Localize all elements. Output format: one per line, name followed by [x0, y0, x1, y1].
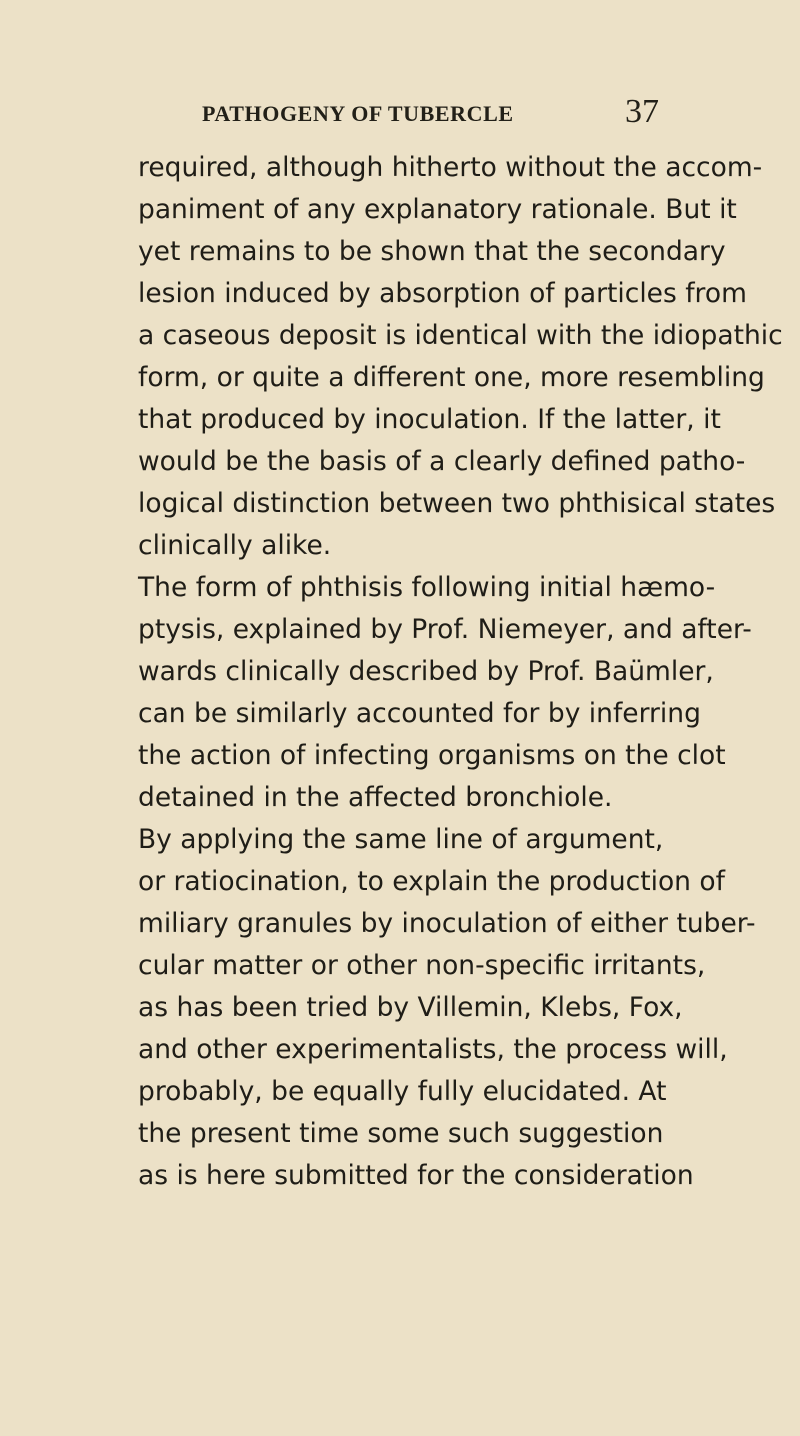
- text-line: wards clinically described by Prof. Baümler,: [138, 656, 714, 687]
- text-line: required, although hitherto without the accom-: [138, 152, 763, 183]
- text-line: the action of infecting organisms on the clot: [138, 740, 726, 771]
- running-head: [0, 93, 800, 135]
- body-text: [138, 147, 783, 1197]
- text-line: yet remains to be shown that the secondary: [138, 236, 726, 267]
- text-line: or ratiocination, to explain the production of: [138, 866, 725, 897]
- text-line: The form of phthisis following initial hæmo-: [138, 572, 716, 603]
- text-line: the present time some such suggestion: [138, 1118, 664, 1149]
- text-line: as has been tried by Villemin, Klebs, Fox,: [138, 992, 683, 1023]
- text-line: as is here submitted for the consideration: [138, 1160, 694, 1191]
- text-line: probably, be equally fully elucidated. At: [138, 1076, 667, 1107]
- text-line: paniment of any explanatory rationale. But it: [138, 194, 737, 225]
- text-line: cular matter or other non-specific irritants,: [138, 950, 706, 981]
- text-line: By applying the same line of argument,: [138, 824, 664, 855]
- text-line: a caseous deposit is identical with the idiopathic: [138, 320, 783, 351]
- running-title: PATHOGENY OF TUBERCLE: [202, 101, 514, 126]
- text-line: would be the basis of a clearly defined patho-: [138, 446, 746, 477]
- text-line: can be similarly accounted for by inferring: [138, 698, 701, 729]
- text-line: and other experimentalists, the process will,: [138, 1034, 728, 1065]
- text-line: clinically alike.: [138, 530, 332, 561]
- page-number: 37: [625, 93, 659, 130]
- text-line: lesion induced by absorption of particles from: [138, 278, 747, 309]
- text-line: that produced by inoculation. If the latter, it: [138, 404, 721, 435]
- text-line: logical distinction between two phthisical states: [138, 488, 776, 519]
- text-line: miliary granules by inoculation of either tuber-: [138, 908, 756, 939]
- text-line: detained in the affected bronchiole.: [138, 782, 613, 813]
- text-line: ptysis, explained by Prof. Niemeyer, and after-: [138, 614, 752, 645]
- text-line: form, or quite a different one, more resembling: [138, 362, 765, 393]
